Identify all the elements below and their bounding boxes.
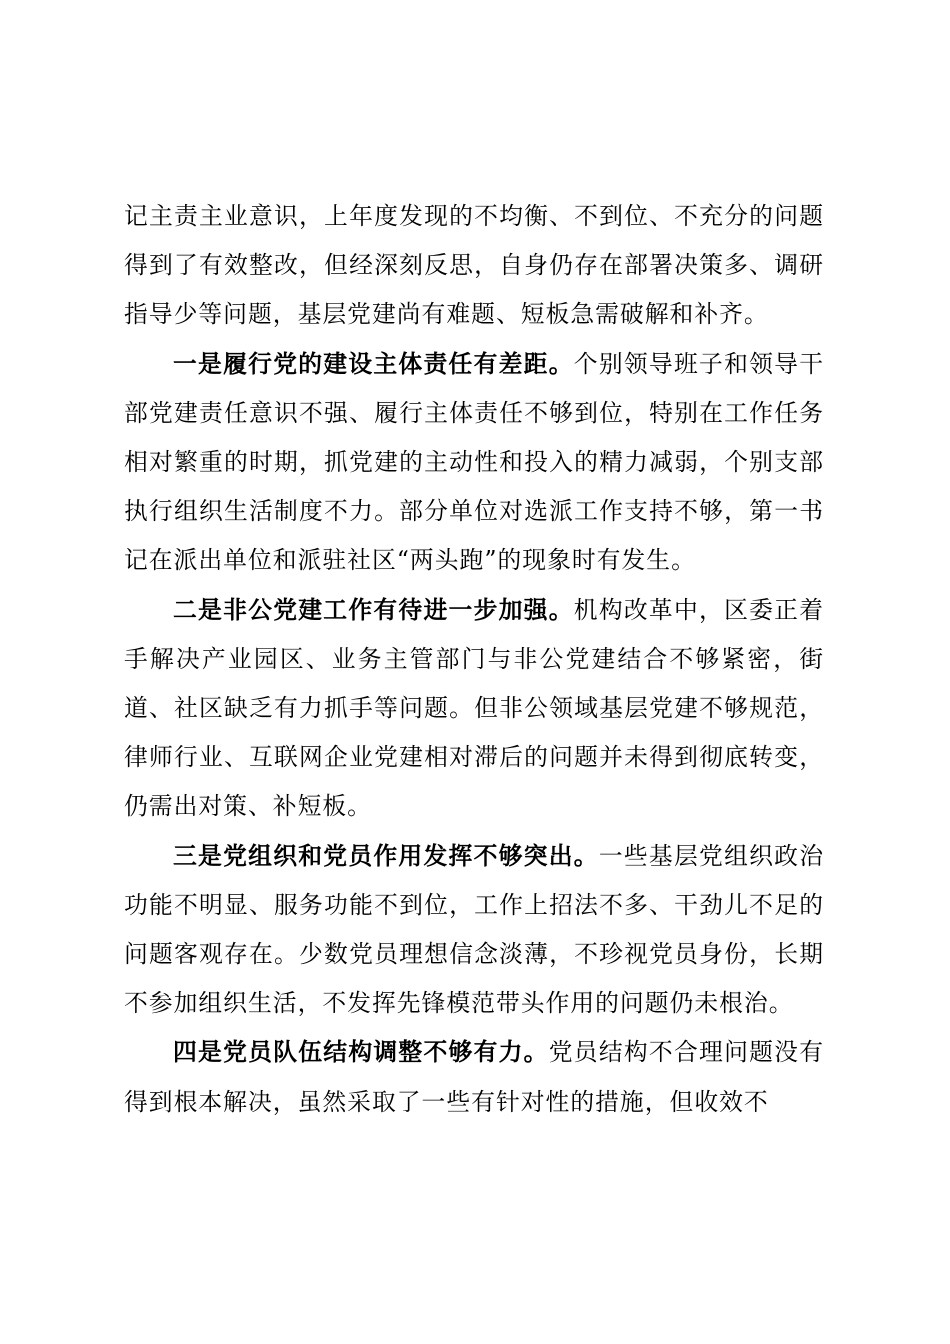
document-body — [124, 192, 824, 1127]
paragraph-text: 个别领导班子和领导干部党建责任意识不强、履行主体责任不够到位，特别在工作任务相对繁重的时期，抓党建的主动性和投入的精力减弱，个别支部执行组织生活制度不力。部分单位对选派工作支持不够，第一书记在派出单位和派驻社区“两头跑”的现象时有发生。 — [124, 349, 825, 575]
paragraph-text: 一些基层党组织政治功能不明显、服务功能不到位，工作上招法不多、干劲儿不足的问题客观存在。少数党员理想信念淡薄，不珍视党员身份，长期不参加组织生活，不发挥先锋模范带头作用的问题仍未根治。 — [124, 841, 825, 1018]
paragraph-text: 党员结构不合理问题没有得到根本解决，虽然采取了一些有针对性的措施，但收效不 — [124, 1038, 825, 1116]
paragraph-heading: 二是非公党建工作有待进一步加强。 — [173, 595, 574, 624]
paragraph-point-2 — [124, 586, 824, 832]
paragraph-heading: 三是党组织和党员作用发挥不够突出。 — [173, 841, 599, 870]
paragraph-continuation — [124, 192, 824, 340]
paragraph-text: 机构改革中，区委正着手解决产业园区、业务主管部门与非公党建结合不够紧密，街道、社区缺乏有力抓手等问题。但非公领域基层党建不够规范，律师行业、互联网企业党建相对滞后的问题并未得到彻底转变，仍需出对策、补短板。 — [124, 595, 825, 821]
paragraph-heading: 四是党员队伍结构调整不够有力。 — [173, 1038, 549, 1067]
paragraph-heading: 一是履行党的建设主体责任有差距。 — [173, 349, 574, 378]
paragraph-point-3 — [124, 832, 824, 1029]
paragraph-point-4 — [124, 1028, 824, 1126]
paragraph-point-1 — [124, 340, 824, 586]
paragraph-text: 记主责主业意识，上年度发现的不均衡、不到位、不充分的问题得到了有效整改，但经深刻反思，自身仍存在部署决策多、调研指导少等问题，基层党建尚有难题、短板急需破解和补齐。 — [124, 202, 824, 329]
